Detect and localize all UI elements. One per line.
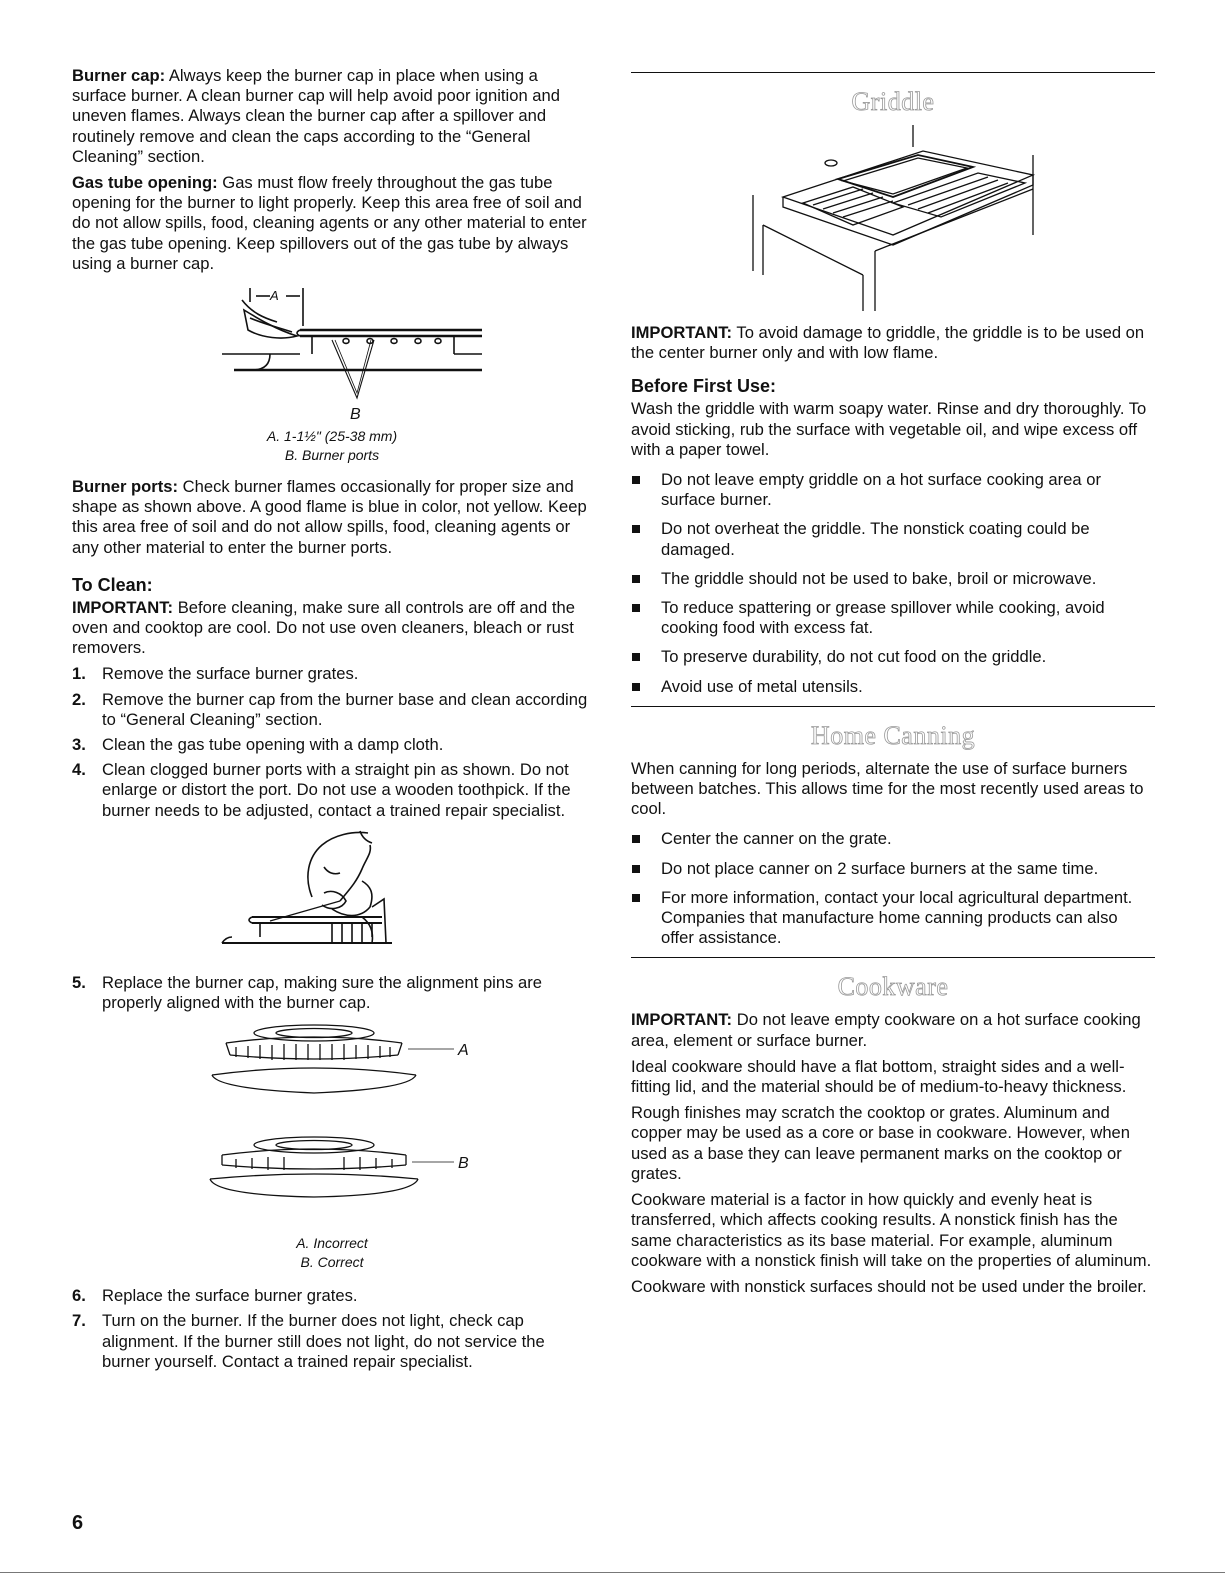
cleaning-steps-list-continued [72,973,592,1013]
fig1-caption-b: B. Burner ports [284,447,380,464]
burner-ports-text: Check burner flames occasionally for proper size and shape as shown above. A good flame is blue in color, not yellow. Keep this area free of soil and do not allow spills, food, cleaning agents or any other material to enter the burner ports. [72,477,587,557]
gas-tube-paragraph [72,173,592,274]
step-number: 5. [72,972,86,992]
step-number: 2. [72,689,86,709]
griddle-divider [631,72,1155,73]
pin-cleaning-diagram [212,827,452,957]
step-number: 1. [72,664,86,684]
cookware-important-lead: IMPORTANT: [631,1010,733,1030]
cookware-important [631,1010,1155,1050]
fig3-label-b: B [458,1155,469,1173]
step-text: Clean clogged burner ports with a straight pin as shown. Do not enlarge or distort the port. Do not use a wooden toothpick. If the burner needs to be adjusted, contact a trained repair specialist. [102,760,571,820]
cap-alignment-diagram [172,1019,492,1234]
step-text: Turn on the burner. If the burner does not light, check cap alignment. If the burner still does not light, do not service the burner yourself. Contact a trained repair specialist. [102,1311,545,1371]
step-number: 3. [72,735,86,755]
step-number: 4. [72,760,86,780]
fig1-label-a: A [270,288,279,304]
cleaning-steps-list [72,664,592,820]
step-item [72,973,592,1013]
burner-ports-paragraph [72,477,592,558]
list-item: Do not overheat the griddle. The nonstick coating could be damaged. [631,519,1155,559]
fig1-label-b: B [350,406,361,424]
griddle-important-text: To avoid damage to griddle, the griddle is to be used on the center burner only and with low flame. [631,323,1145,363]
step-text: Replace the burner cap, making sure the alignment pins are properly aligned with the burner cap. [102,972,542,1013]
cleaning-steps-list-final [72,1286,592,1372]
griddle-important-lead: IMPORTANT: [631,323,733,342]
step-item [72,760,592,821]
fig3-caption-a: A. Incorrect [296,1235,368,1252]
cookware-important-text: Do not leave empty cookware on a hot surface cooking area, element or surface burner. [631,1010,1141,1050]
before-first-use-heading: Before First Use: [631,376,777,397]
step-text: Replace the surface burner grates. [102,1286,358,1306]
to-clean-heading: To Clean: [72,574,153,595]
list-item: Avoid use of metal utensils. [631,677,1155,697]
list-item: To reduce spattering or grease spillover while cooking, avoid cooking food with excess fat. [631,598,1155,638]
home-canning-divider [631,706,1155,707]
before-first-use-text: Wash the griddle with warm soapy water. Rinse and dry thoroughly. To avoid sticking, rub the surface with vegetable oil, and wipe excess off with a paper towel. [631,399,1147,459]
gas-tube-lead: Gas tube opening: [72,173,218,193]
burner-ports-lead: Burner ports: [72,477,179,497]
step-item [72,664,592,684]
cookware-paragraph: Cookware material is a factor in how quickly and evenly heat is transferred, which affects cooking results. A nonstick finish has the same characteristics as its base material. For example, aluminum cookware with a nonstick finish will take on the properties of aluminum. [631,1190,1152,1270]
step-text: Remove the burner cap from the burner base and clean according to “General Cleaning” section. [102,689,588,729]
burner-cap-paragraph [72,66,592,167]
burner-profile-diagram [182,288,482,423]
fig1-caption-a: A. 1-1½" (25-38 mm) [266,428,398,445]
step-item [72,690,592,730]
burner-cap-text: Always keep the burner cap in place when using a surface burner. A clean burner cap will help avoid poor ignition and uneven flames. Always clean the burner cap after a spillover and routinely remove and clean the caps according to the “General Cleaning” section. [72,66,560,166]
to-clean-important-lead: IMPORTANT: [72,597,174,617]
cookware-title: Cookware [837,972,949,1002]
cookware-paragraph: Cookware with nonstick surfaces should not be used under the broiler. [631,1276,1147,1296]
step-item [72,735,592,755]
list-item: To preserve durability, do not cut food on the griddle. [631,647,1155,667]
home-canning-title: Home Canning [810,720,976,750]
step-text: Remove the surface burner grates. [102,664,359,684]
cookware-paragraph: Rough finishes may scratch the cooktop or grates. Aluminum and copper may be used as a core or base in cookware. However, when used as a base they can leave permanent marks on the cooktop or grates. [631,1103,1131,1183]
step-item [72,1286,592,1306]
step-item [72,1311,592,1372]
right-column [631,72,1155,1303]
gas-tube-text: Gas must flow freely throughout the gas tube opening for the burner to light properly. Keep this area free of soil and do not allow spills, food, cleaning agents or any other material to enter the gas tube opening. Keep spillovers out of the gas tube by always using a burner cap. [72,173,587,273]
page-bottom-rule [0,1572,1225,1573]
list-item: Center the canner on the grate. [631,829,1155,849]
griddle-bullets [631,470,1155,697]
list-item: The griddle should not be used to bake, broil or microwave. [631,569,1155,589]
step-text: Clean the gas tube opening with a damp cloth. [102,735,444,755]
list-item: Do not leave empty griddle on a hot surface cooking area or surface burner. [631,470,1155,510]
cookware-paragraph: Ideal cookware should have a flat bottom, straight sides and a well-fitting lid, and the material should be of medium-to-heavy thickness. [631,1056,1127,1097]
page-number: 6 [72,1512,84,1534]
burner-cap-lead: Burner cap: [72,66,166,85]
griddle-title: Griddle [851,87,935,116]
cookware-divider [631,957,1155,958]
left-column [72,66,592,1377]
fig3-caption-b: B. Correct [300,1254,364,1271]
list-item: Do not place canner on 2 surface burners at the same time. [631,859,1155,879]
fig3-label-a: A [458,1042,469,1060]
to-clean-important-text: Before cleaning, make sure all controls are off and the oven and cooktop are cool. Do not use oven cleaners, bleach or rust removers. [72,597,575,658]
home-canning-bullets [631,829,1155,948]
list-item: For more information, contact your local agricultural department. Companies that manufacture home canning products can also offer assistance. [631,888,1155,949]
griddle-important [631,323,1155,363]
to-clean-important [72,598,592,659]
griddle-illustration [743,125,1043,315]
home-canning-text: When canning for long periods, alternate the use of surface burners between batches. This allows time for the most recently used areas to cool. [631,758,1144,819]
step-number: 7. [72,1311,86,1331]
step-number: 6. [72,1286,86,1306]
